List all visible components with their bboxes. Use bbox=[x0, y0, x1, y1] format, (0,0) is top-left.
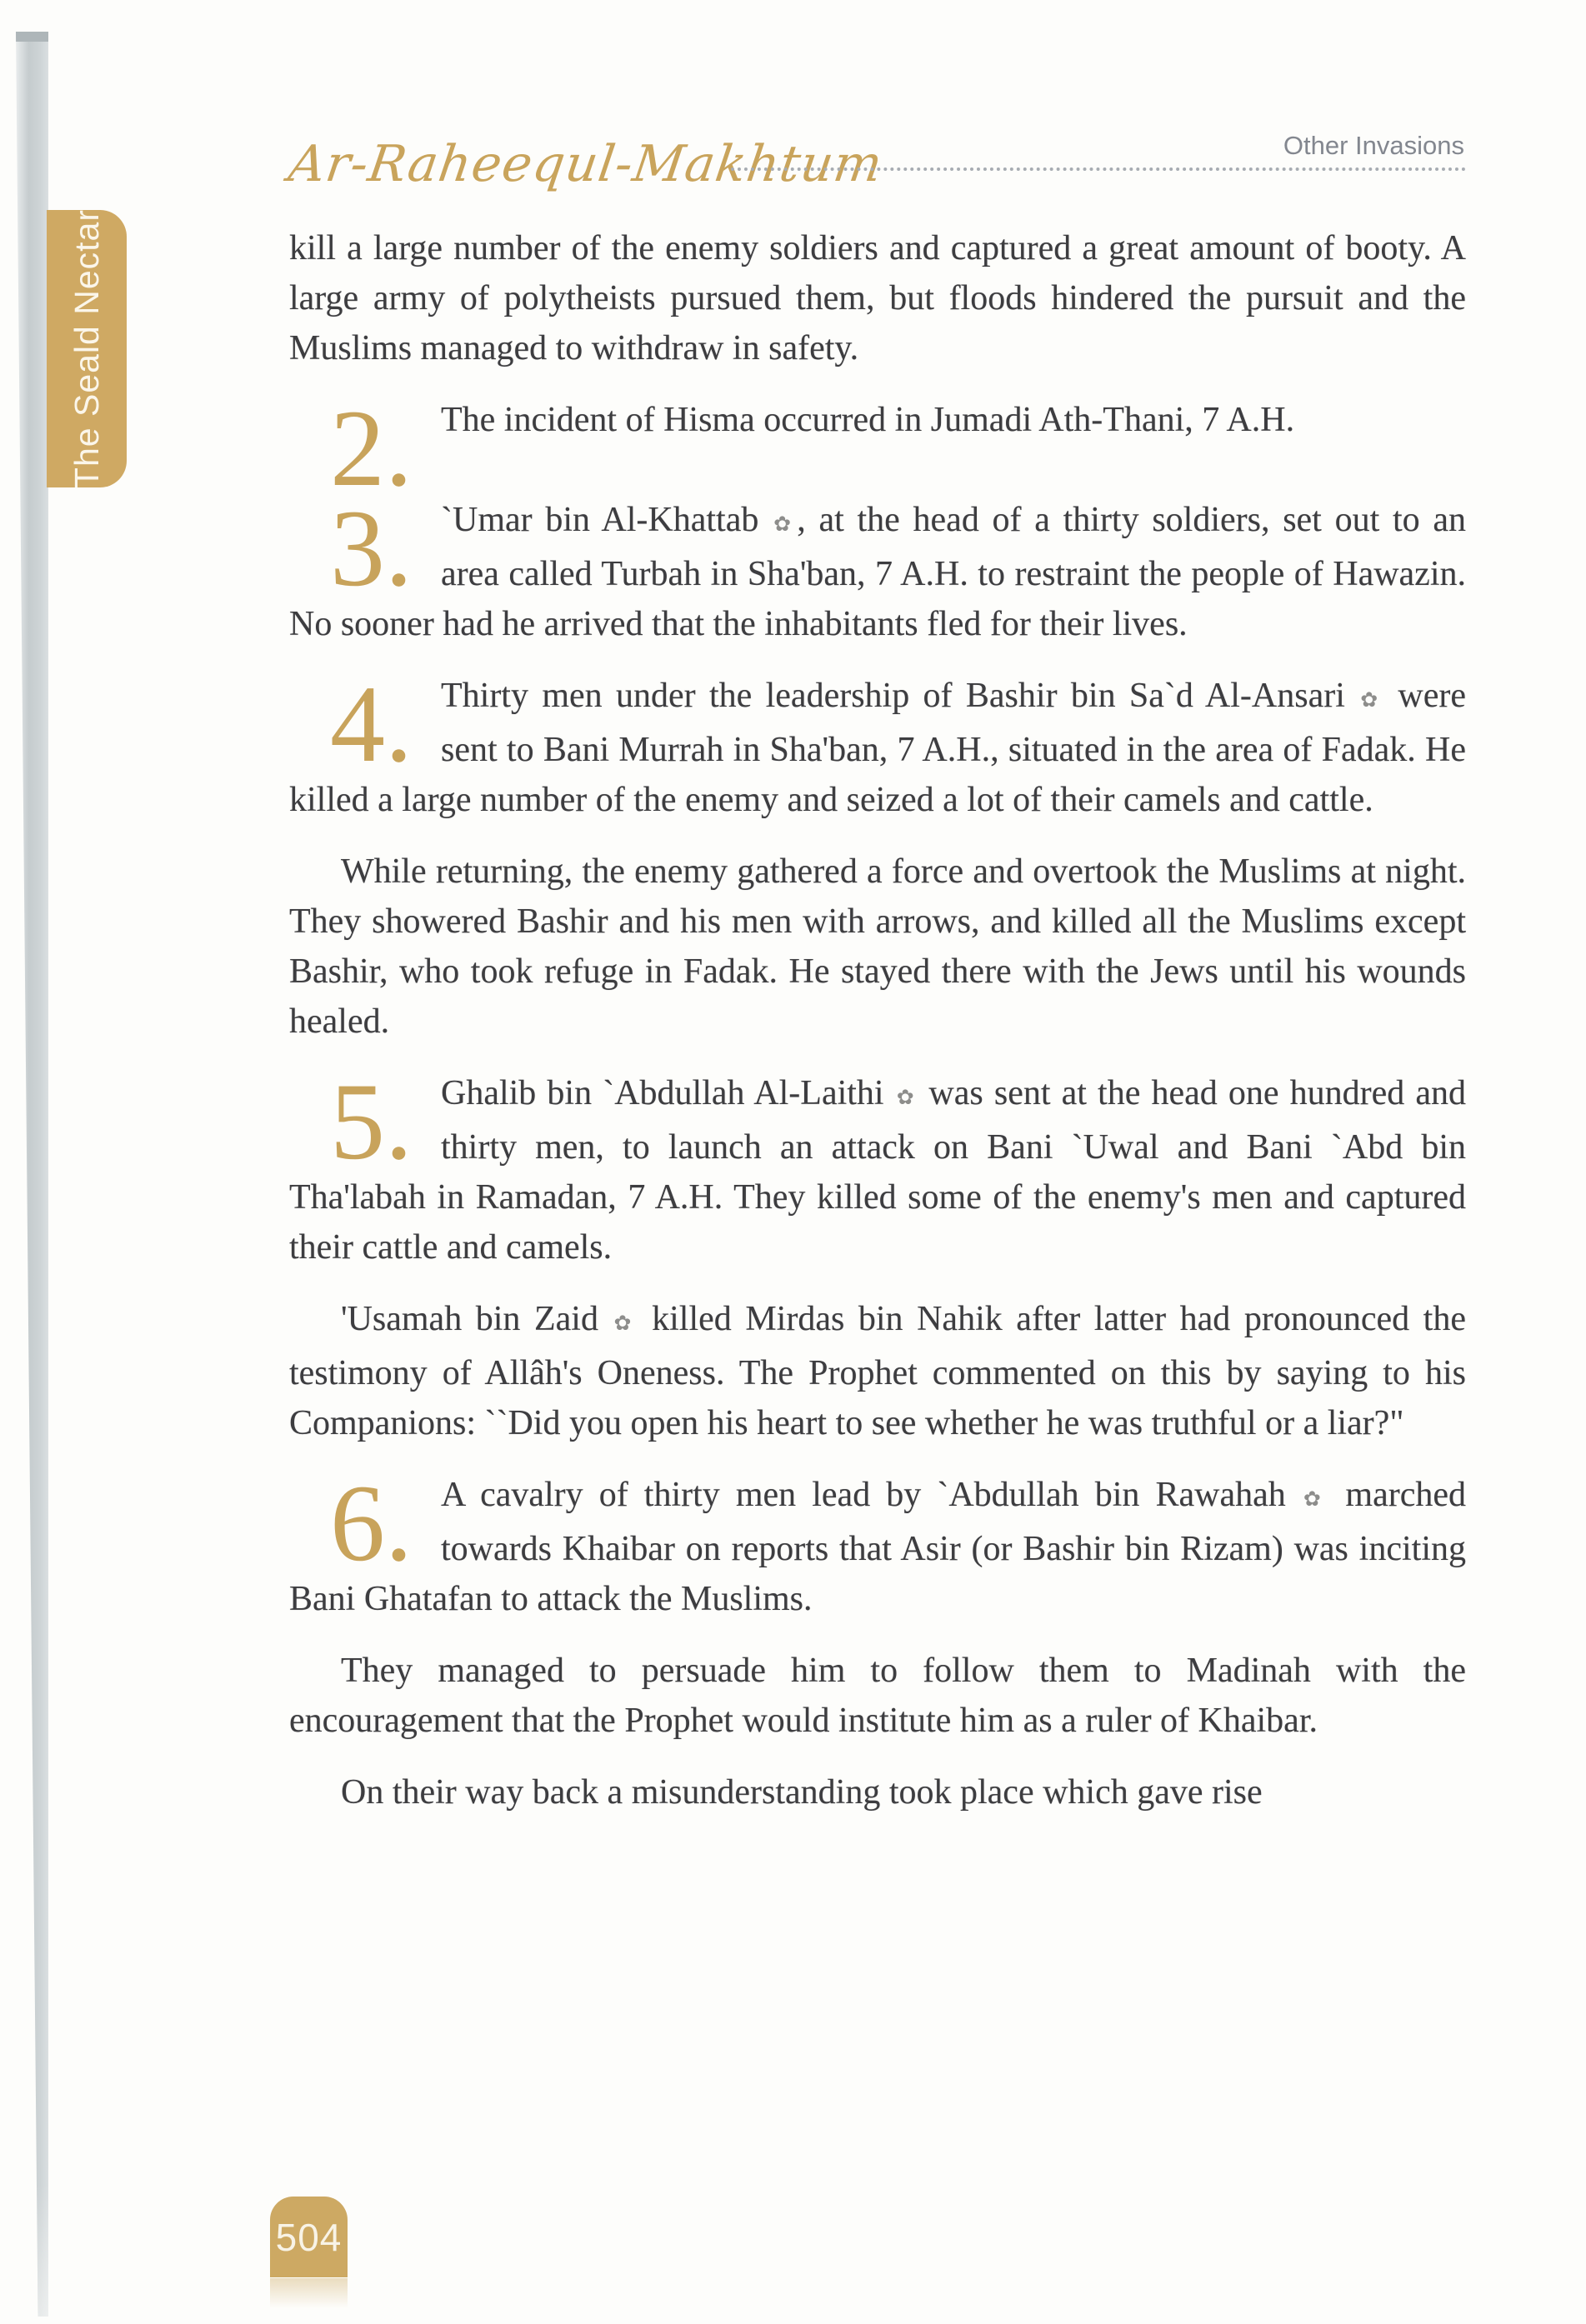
paragraph: While returning, the enemy gathered a force and overtook the Muslims at night. They showered Bashir and his men with arrows, and killed all the Muslims except Bashir, who took refuge in Fadak. He stayed there with the Jews until his wounds healed. bbox=[289, 852, 1466, 1041]
numbered-paragraph: 4. Thirty men under the leadership of Bashir bin Sa`d Al-Ansari ✿ were sent to Bani Murrah in Sha'ban, 7 A.H., situated in the area of Fadak. He killed a large number of the enemy and seized a lot of their camels and cattle. bbox=[289, 662, 1466, 819]
numbered-paragraph: 6. A cavalry of thirty men lead by `Abdullah bin Rawahah ✿ marched towards Khaibar on reports that Asir (or Bashir bin Rizam) was inciting Bani Ghatafan to attack the Muslims. bbox=[289, 1462, 1466, 1618]
section-title: Other Invasions bbox=[1283, 131, 1464, 160]
side-tab-label: The Seald Nectar bbox=[67, 208, 106, 489]
paragraph: On their way back a misunderstanding took place which gave rise bbox=[341, 1773, 1263, 1812]
paragraph: 'Usamah bin Zaid ✿ killed Mirdas bin Nahik after latter had pronounced the testimony of Allâh's Oneness. The Prophet commented on this by saying to his Companions: ``Did you open his heart to see whether he was truthful or a liar?" bbox=[289, 1300, 1466, 1442]
radiallahu-anhu-symbol-icon: ✿ bbox=[896, 1085, 917, 1109]
paragraph-number: 2. bbox=[330, 387, 413, 509]
paragraph-number: 5. bbox=[330, 1060, 413, 1182]
radiallahu-anhu-symbol-icon: ✿ bbox=[1360, 687, 1383, 712]
numbered-paragraph: 5. Ghalib bin `Abdullah Al-Laithi ✿ was sent at the head one hundred and thirty men, to launch an attack on Bani `Uwal and Bani `Abd bin Tha'labah in Ramadan, 7 A.H. They killed some of the enemy's men and captured their cattle and camels. bbox=[289, 1060, 1467, 1267]
header-dotted-rule bbox=[731, 167, 1466, 171]
radiallahu-anhu-symbol-icon: ✿ bbox=[613, 1311, 637, 1335]
page-number-box bbox=[270, 2197, 348, 2277]
numbered-paragraph: 2. The incident of Hisma occurred in Jumadi Ath-Thani, 7 A.H. bbox=[289, 395, 1466, 445]
paragraph-number: 4. bbox=[330, 662, 413, 785]
book-title-script: Ar-Raheequl-Makhtum bbox=[285, 135, 887, 193]
radiallahu-anhu-symbol-icon: ✿ bbox=[773, 512, 796, 536]
page-number: 504 bbox=[275, 2215, 343, 2259]
radiallahu-anhu-symbol-icon: ✿ bbox=[1303, 1487, 1328, 1511]
body-text bbox=[289, 223, 1466, 1839]
numbered-paragraph: 3. `Umar bin Al-Khattab ✿, at the head of a thirty soldiers, set out to an area called Turbah in Sha'ban, 7 A.H. to restraint the people of Hawazin. No sooner had he arrived that the inhabitants fled for their lives. bbox=[289, 487, 1466, 643]
book-spine-bar bbox=[16, 32, 48, 2317]
paragraph-number: 3. bbox=[330, 487, 413, 609]
side-tab bbox=[47, 210, 127, 487]
paragraph: kill a large number of the enemy soldiers and captured a great amount of booty. A large army of polytheists pursued them, but floods hindered the pursuit and the Muslims managed to withdraw in safety. bbox=[289, 229, 1466, 367]
page-header bbox=[285, 0, 1466, 204]
paragraph: They managed to persuade him to follow them to Madinah with the encouragement that the Prophet would institute him as a ruler of Khaibar. bbox=[289, 1652, 1466, 1740]
paragraph-number: 6. bbox=[330, 1462, 413, 1584]
